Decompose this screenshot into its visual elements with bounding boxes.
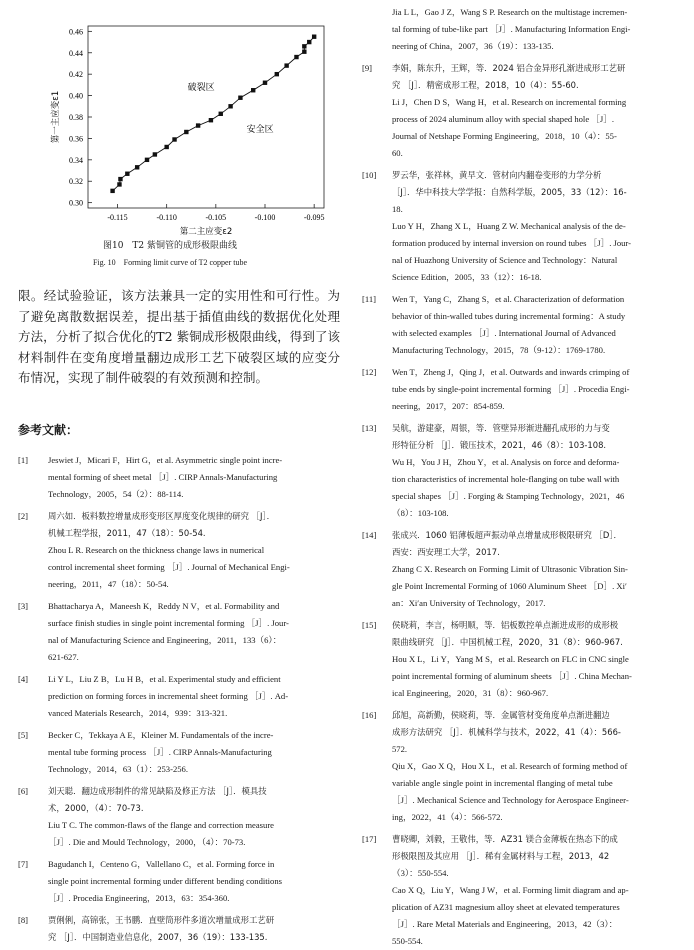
- series-line: [113, 37, 315, 191]
- reference-line: 李娟，陈东升，王辉，等．2024 铝合金异形孔渐进成形工艺研: [392, 63, 626, 73]
- reference-line: 张成兴．1060 铝薄板超声振动单点增量成形极限研究 ［D］．: [392, 530, 622, 540]
- reference-line: ［J］. Die and Mould Technology，2000，（4）：70-73.: [48, 837, 246, 847]
- reference-line: control incremental sheet forming ［J］. Journal of Mechanical Engi-: [48, 562, 290, 572]
- reference-text: [48, 856, 340, 907]
- data-point: [135, 165, 139, 169]
- reference-text: [392, 364, 680, 415]
- reference-line: 刘天聪．翻边成形制件的常见缺陷及修正方法 ［J］．模具技: [48, 786, 267, 796]
- figure-caption-en: Fig. 10 Forming limit curve of T2 copper tube: [92, 258, 248, 267]
- reference-line: Manufacturing Technology，2015，78（9-12）：1769-1780.: [392, 345, 606, 355]
- reference-number: [10]: [362, 170, 377, 180]
- reference-line: 形特征分析 ［J］．锻压技术，2021，46（8）：103-108.: [392, 440, 607, 450]
- reference-line: ical Engineering，2020，31（8）：960-967.: [392, 688, 549, 698]
- reference-line: neering of China，2007，36（19）：133-135.: [392, 41, 554, 51]
- reference-line: nal of Huazhong University of Science and Technology：Natural: [392, 255, 618, 265]
- data-point: [153, 152, 157, 156]
- reference-line: behavior of thin-walled tubes during incremental forming：A study: [392, 311, 626, 321]
- reference-line: （8）：103-108.: [392, 508, 449, 518]
- reference-line: 侯晓莉，李言，杨明顺，等．铝板数控单点渐进成形的成形极: [392, 620, 619, 630]
- data-point: [184, 130, 188, 134]
- reference-line: single point incremental forming under different bending conditions: [48, 876, 282, 886]
- data-point: [302, 44, 306, 48]
- data-point: [110, 189, 114, 193]
- data-point: [209, 118, 213, 122]
- reference-number: [9]: [362, 63, 373, 73]
- reference-text: [48, 508, 340, 593]
- data-point: [145, 158, 149, 162]
- data-point: [275, 72, 279, 76]
- reference-line: neering，2017，207：854-859.: [392, 401, 505, 411]
- y-tick-label: 0.32: [69, 177, 83, 187]
- chart-svg: [18, 6, 340, 240]
- reference-line: 550-554.: [392, 936, 423, 946]
- y-tick-label: 0.46: [69, 27, 83, 37]
- data-point: [125, 172, 129, 176]
- reference-line: gle Point Incremental Forming of 1060 Aluminum Sheet ［D］. Xi′: [392, 581, 627, 591]
- reference-line: Jia L L，Gao J Z，Wang S P. Research on the multistage incremen-: [392, 7, 628, 17]
- reference-line: ［J］. Procedia Engineering，2013，63：354-360.: [48, 893, 230, 903]
- y-tick-label: 0.38: [69, 113, 83, 122]
- reference-line: vanced Materials Research，2014，939：313-321.: [48, 708, 228, 718]
- reference-number: [2]: [18, 511, 29, 521]
- reference-line: nal of Manufacturing Science and Engineering，2011，133（6）：: [48, 635, 282, 645]
- data-point: [172, 137, 176, 141]
- reference-line: Wu H，You J H，Zhou Y，et al. Analysis on force and deforma-: [392, 457, 620, 467]
- reference-line: Technology，2014，63（1）：253-256.: [48, 764, 188, 774]
- reference-line: 限曲线研究 ［J］．中国机械工程，2020，31（8）：960-967.: [392, 637, 623, 647]
- data-point: [263, 81, 267, 85]
- data-point: [228, 104, 232, 108]
- reference-line: Bhattacharya A，Maneesh K，Reddy N V，et al. Formability and: [48, 601, 280, 611]
- reference-line: 邱旭，高新勤，侯晓莉，等．金属管材变角度单点渐进翻边: [392, 710, 610, 720]
- reference-line: 机械工程学报，2011，47（18）：50-54.: [48, 528, 206, 538]
- data-point: [302, 49, 306, 53]
- reference-number: [4]: [18, 674, 29, 684]
- forming-limit-chart: [18, 6, 340, 240]
- reference-line: plication of AZ31 magnesium alloy sheet at elevated temperatures: [392, 902, 620, 912]
- y-axis-label: 第一主应变ε1: [51, 90, 61, 144]
- reference-line: ［J］. Rare Metal Materials and Engineering，2013，42（3）：: [392, 919, 618, 929]
- reference-line: Cao X Q，Liu Y，Wang J W，et al. Forming limit diagram and ap-: [392, 885, 629, 895]
- reference-line: Hou X L，Li Y，Yang M S，et al. Research on FLC in CNC single: [392, 654, 629, 664]
- y-tick-label: 0.30: [69, 198, 83, 208]
- reference-text: [392, 4, 680, 55]
- reference-line: 成形方法研究 ［J］．机械科学与技术，2022，41（4）：566-: [392, 727, 621, 737]
- data-point: [164, 145, 168, 149]
- reference-text: [392, 420, 680, 522]
- reference-line: 周六如．板料数控增量成形变形区厚度变化规律的研究 ［J］．: [48, 511, 276, 521]
- reference-line: prediction on forming forces in incremental sheet forming ［J］. Ad-: [48, 691, 289, 701]
- reference-line: 621-627.: [48, 652, 79, 662]
- reference-line: 贾俐俐，高锦张，王书鹏．直壁筒形件多道次增量成形工艺研: [48, 915, 275, 925]
- reference-line: neering，2011，47（18）：50-54.: [48, 579, 169, 589]
- references-title: 参考文献：: [18, 423, 79, 437]
- reference-line: tion characteristics of incremental hole-flanging on tube wall with: [392, 474, 620, 484]
- reference-text: [392, 617, 680, 702]
- figure-caption-cn: 图10 T2 紫铜管的成形极限曲线: [102, 241, 238, 251]
- reference-line: Bagudanch I，Centeno G，Vallellano C，et al. Forming force in: [48, 859, 275, 869]
- data-point: [118, 177, 122, 181]
- reference-text: [48, 912, 340, 946]
- reference-line: mental forming of sheet metal ［J］. CIRP Annals-Manufacturing: [48, 472, 278, 482]
- reference-text: [392, 707, 680, 826]
- reference-number: [8]: [18, 915, 29, 925]
- reference-line: ［J］. Mechanical Science and Technology for Aerospace Engineer-: [392, 795, 629, 805]
- x-tick-label: -0.100: [254, 213, 276, 222]
- reference-text: [392, 60, 680, 162]
- x-tick-label: -0.110: [156, 213, 177, 222]
- reference-line: Qiu X，Gao X Q，Hou X L，et al. Research of forming method of: [392, 761, 628, 771]
- data-point: [294, 55, 298, 59]
- data-point: [284, 63, 288, 67]
- reference-number: [17]: [362, 834, 377, 844]
- reference-number: [11]: [362, 294, 376, 304]
- x-tick-label: -0.115: [107, 213, 128, 222]
- data-point: [196, 123, 200, 127]
- reference-number: [3]: [18, 601, 29, 611]
- reference-line: 术，2000，（4）：70-73.: [48, 803, 144, 813]
- reference-line: 572.: [392, 744, 408, 754]
- reference-number: [1]: [18, 455, 29, 465]
- reference-line: （3）：550-554.: [392, 868, 449, 878]
- reference-line: 60.: [392, 148, 403, 158]
- reference-line: with selected examples ［J］. International Journal of Advanced: [392, 328, 616, 338]
- reference-text: [48, 452, 340, 503]
- reference-text: [48, 783, 340, 851]
- reference-line: surface finish studies in single point incremental forming ［J］. Jour-: [48, 618, 289, 628]
- reference-line: 吴航，游建豪，周银，等．管壁异形渐进翻孔成形的力与变: [392, 423, 610, 433]
- reference-text: [392, 831, 680, 950]
- y-tick-label: 0.40: [69, 91, 83, 101]
- x-tick-label: -0.105: [205, 213, 227, 222]
- reference-line: Liu T C. The common-flaws of the flange and correction measure: [48, 820, 274, 830]
- reference-line: 18.: [392, 204, 403, 214]
- reference-text: [48, 727, 340, 778]
- reference-line: Wen T，Yang C，Zhang S，et al. Characterization of deformation: [392, 294, 625, 304]
- reference-line: 究 ［J］．精密成形工程，2018，10（4）：55-60.: [392, 80, 579, 90]
- reference-line: Technology，2005，54（2）：88-114.: [48, 489, 184, 499]
- region-annotation: 破裂区: [187, 83, 215, 94]
- reference-line: Li J，Chen D S，Wang H，et al. Research on incremental forming: [392, 97, 627, 107]
- reference-line: ing，2022，41（4）：566-572.: [392, 812, 503, 822]
- reference-line: point incremental forming of aluminum sheets ［J］. China Mechan-: [392, 671, 632, 681]
- reference-text: [392, 291, 680, 359]
- reference-line: ［J］．华中科技大学学报：自然科学版，2005，33（12）：16-: [392, 187, 627, 197]
- data-point: [307, 40, 311, 44]
- reference-line: Journal of Netshape Forming Engineering，2018，10（4）：55-: [392, 131, 617, 141]
- region-annotation: 安全区: [246, 124, 274, 135]
- reference-line: 究 ［J］．中国制造业信息化，2007，36（19）：133-135.: [48, 932, 268, 942]
- body-paragraph: 限。经试验验证，该方法兼具一定的实用性和可行性。为了避免离散数据误差，提出基于插值曲线的数据优化处理方法，分析了拟合优化的T2 紫铜成形极限曲线，得到了该材料制件在变角度增量翻边成形工艺下破裂区域的应变分布情况，实现了制件破裂的有效预测和控制。: [18, 288, 340, 385]
- reference-line: Li Y L，Liu Z B，Lu H B，et al. Experimental study and efficient: [48, 674, 281, 684]
- reference-line: an：Xi′an University of Technology，2017.: [392, 598, 546, 608]
- reference-number: [14]: [362, 530, 377, 540]
- reference-line: variable angle single point in incremental flanging of metal tube: [392, 778, 613, 788]
- data-point: [251, 88, 255, 92]
- reference-number: [13]: [362, 423, 377, 433]
- reference-line: 罗云华，张祥林，黄早文．管材向内翻卷变形的力学分析: [392, 170, 602, 180]
- reference-number: [15]: [362, 620, 377, 630]
- reference-line: Jeswiet J，Micari F，Hirt G，et al. Asymmetric single point incre-: [48, 455, 283, 465]
- reference-line: formation produced by internal inversion on round tubes ［J］. Jour-: [392, 238, 631, 248]
- x-axis-label: 第二主应变ε2: [179, 227, 233, 237]
- reference-line: Wen T，Zheng J，Qing J，et al. Outwards and inwards crimping of: [392, 367, 630, 377]
- data-point: [238, 96, 242, 100]
- reference-line: Zhou L R. Research on the thickness change laws in numerical: [48, 545, 265, 555]
- y-tick-label: 0.42: [69, 70, 83, 80]
- plot-frame: [88, 26, 324, 208]
- reference-line: tube ends by single-point incremental forming ［J］. Procedia Engi-: [392, 384, 630, 394]
- reference-line: 曹晓卿，刘毅，王敬伟，等．AZ31 镁合金薄板在热态下的成: [392, 834, 618, 844]
- reference-number: [12]: [362, 367, 377, 377]
- reference-number: [6]: [18, 786, 29, 796]
- y-tick-label: 0.34: [69, 155, 83, 165]
- reference-text: [48, 671, 340, 722]
- y-tick-label: 0.36: [69, 134, 83, 144]
- data-point: [117, 182, 121, 186]
- data-point: [312, 35, 316, 39]
- reference-number: [7]: [18, 859, 29, 869]
- reference-number: [5]: [18, 730, 29, 740]
- reference-line: 西安：西安理工大学，2017.: [392, 547, 500, 557]
- reference-line: special shapes ［J］. Forging & Stamping Technology，2021，46: [392, 491, 625, 501]
- reference-line: Becker C，Tekkaya A E，Kleiner M. Fundamentals of the incre-: [48, 730, 274, 740]
- reference-line: Zhang C X. Research on Forming Limit of Ultrasonic Vibration Sin-: [392, 564, 628, 574]
- x-tick-label: -0.095: [303, 213, 325, 222]
- reference-line: process of 2024 aluminum alloy with special shaped hole ［J］.: [392, 114, 614, 124]
- reference-line: Luo Y H，Zhang X L，Huang Z W. Mechanical analysis of the de-: [392, 221, 626, 231]
- reference-text: [392, 167, 680, 286]
- data-point: [219, 112, 223, 116]
- reference-line: tal forming of tube-like part ［J］. Manufacturing Information Engi-: [392, 24, 631, 34]
- reference-text: [48, 598, 340, 666]
- y-tick-label: 0.44: [69, 48, 83, 58]
- reference-line: mental tube forming process ［J］. CIRP Annals-Manufacturing: [48, 747, 272, 757]
- reference-line: Science Edition，2005，33（12）：16-18.: [392, 272, 542, 282]
- reference-number: [16]: [362, 710, 377, 720]
- reference-text: [392, 527, 680, 612]
- reference-line: 形极限图及其应用 ［J］．稀有金属材料与工程，2013，42: [392, 851, 610, 861]
